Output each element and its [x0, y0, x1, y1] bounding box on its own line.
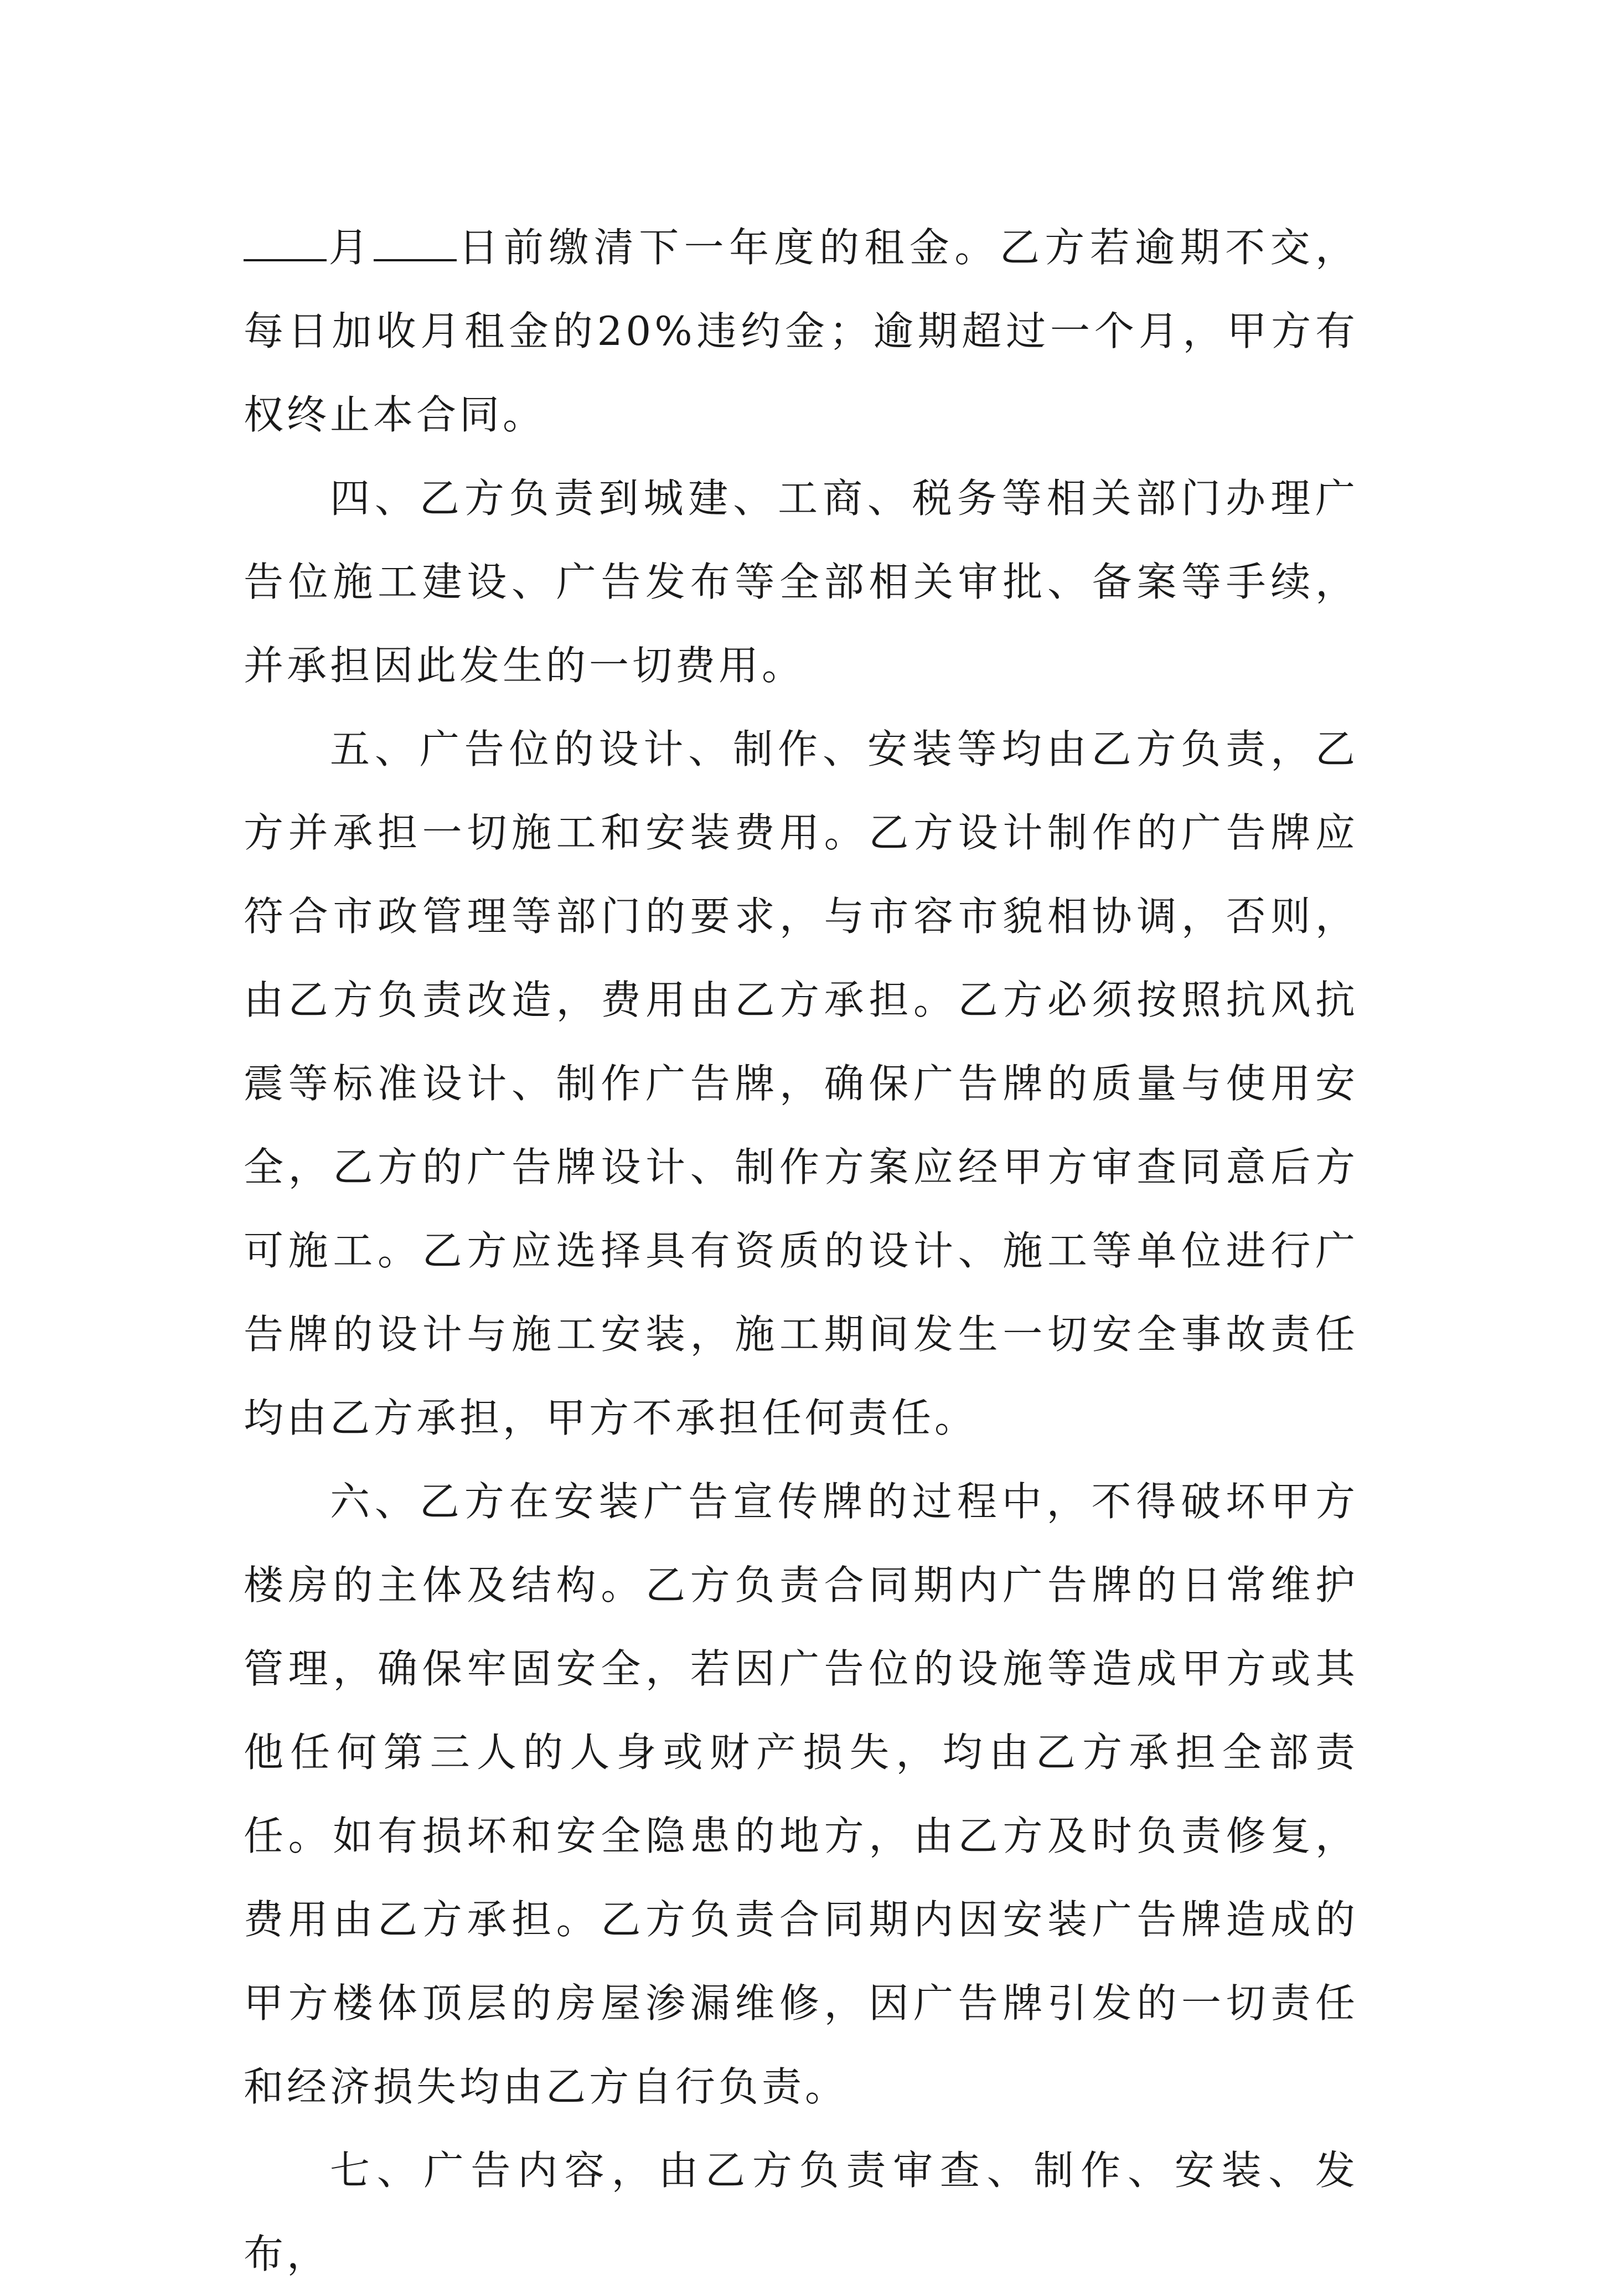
paragraph-rent-payment — [244, 206, 1358, 457]
paragraph-clause-7: 七、广告内容，由乙方负责审查、制作、安装、发布， — [244, 2147, 1358, 2277]
blank-line-month — [244, 226, 327, 261]
paragraph-clause-4: 四、乙方负责到城建、工商、税务等相关部门办理广告位施工建设、广告发布等全部相关审批、备案等手续，并承担因此发生的一切费用。 — [244, 475, 1358, 689]
paragraph-rent-part1: 月 — [327, 224, 374, 271]
blank-line-day — [374, 226, 457, 261]
paragraph-clause-6: 六、乙方在安装广告宣传牌的过程中，不得破坏甲方楼房的主体及结构。乙方负责合同期内广告牌的日常维护管理，确保牢固安全，若因广告位的设施等造成甲方或其他任何第三人的人身或财产损失，均由乙方承担全部责任。如有损坏和安全隐患的地方，由乙方及时负责修复，费用由乙方承担。乙方负责合同期内因安装广告牌造成的甲方楼体顶层的房屋渗漏维修，因广告牌引发的一切责任和经济损失均由乙方自行负责。 — [244, 1478, 1358, 2110]
paragraph-rent-part2: 日前缴清下一年度的租金。乙方若逾期不交，每日加收月租金的20%违约金；逾期超过一个月，甲方有权终止本合同。 — [244, 224, 1358, 438]
paragraph-clause-5: 五、广告位的设计、制作、安装等均由乙方负责，乙方并承担一切施工和安装费用。乙方设计制作的广告牌应符合市政管理等部门的要求，与市容市貌相协调，否则，由乙方负责改造，费用由乙方承担。乙方必须按照抗风抗震等标准设计、制作广告牌，确保广告牌的质量与使用安全，乙方的广告牌设计、制作方案应经甲方审查同意后方可施工。乙方应选择具有资质的设计、施工等单位进行广告牌的设计与施工安装，施工期间发生一切安全事故责任均由乙方承担，甲方不承担任何责任。 — [244, 726, 1358, 1441]
contract-body — [244, 206, 1358, 2296]
